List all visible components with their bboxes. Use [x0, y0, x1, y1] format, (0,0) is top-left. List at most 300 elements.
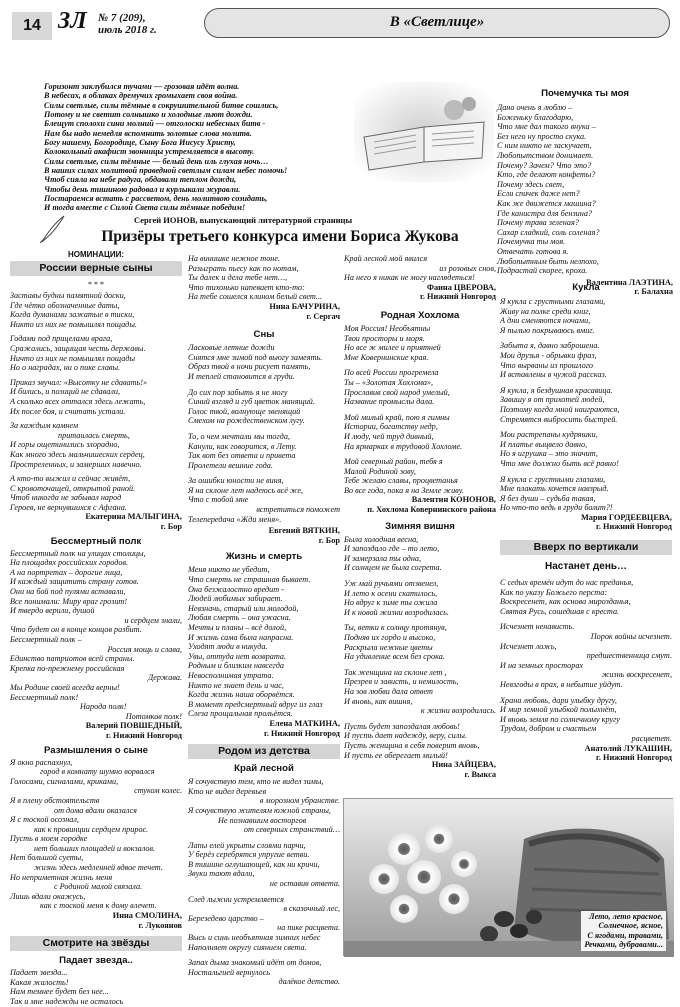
poem-line: Героев, не вернувшихся с Афгана. — [10, 502, 127, 512]
intro-block — [14, 62, 498, 250]
poem-line: На винишке нежное тоне. — [188, 254, 281, 263]
poem-line: И горы ощетинились злорадно, — [10, 440, 120, 450]
poem-author: Валентин КОНОНОВ, — [411, 495, 496, 505]
poem-line: Кто, где делают конфеты? — [497, 170, 596, 180]
section-title: В «Светлице» — [389, 14, 485, 30]
poem-line: Так женщина на склоне лет , — [344, 667, 447, 677]
poem-line: Как же движется машина? — [497, 198, 596, 208]
caption-line: Солнечное, ясное, — [598, 921, 663, 931]
poem-line: Почемучка ты моя. — [497, 237, 566, 247]
poem-line: Подняв их гордо и высоко, — [344, 633, 436, 642]
poem-line: И замерзала ты одна, — [344, 553, 422, 563]
poem-line: Без него ну просто скука. — [497, 131, 587, 141]
poem-line: Храни любовь, дари улыбку другу, — [500, 695, 617, 705]
poem-line: А на портретах – дорогие лица, — [10, 567, 123, 577]
poem-line: Не познавшим восторгов — [218, 815, 307, 825]
poem-line: Мне плакать хочется навзрыд. — [500, 484, 609, 494]
poem-city: г. Бор — [318, 535, 340, 545]
issue-number: № 7 (209), — [98, 12, 146, 24]
poem-line: И платье выцвело давно, — [500, 439, 588, 449]
poem-line: Уходят люди в никуда. — [188, 642, 268, 652]
poem-line: Что мне дал такого внука – — [497, 122, 596, 132]
intro-line: Горизонт заклубился тучами — грозовая идёт волна. — [44, 82, 240, 91]
poem-line: Какая жалость! — [10, 977, 69, 987]
poem-line: Малой Родиной зову, — [344, 466, 416, 476]
poem-body — [10, 549, 182, 722]
poem-line: Была холодная весна, — [344, 534, 419, 544]
poem-line: Я кукла, я бездушная красавица. — [500, 385, 613, 395]
poem-line: Презрев и зависть, и немилость, — [344, 677, 459, 687]
poem-line: Но неприметная жизнь меня — [10, 872, 113, 882]
poem-city: п. Хохлома Ковернинского района — [367, 505, 496, 515]
poem-line: Когда жизнь наша оборвётся. — [188, 690, 295, 700]
category-bar: Вверх по вертикали — [500, 540, 672, 555]
poem-line: Так вот без ответа и привета — [188, 451, 296, 461]
poem-city: г. Сергач — [306, 311, 340, 321]
poem-line: Ты далек и дела тебе нет…, — [188, 273, 288, 283]
poem-line: Родным и близким навсегда — [188, 661, 285, 671]
poem-line: След лыжни устремляется — [188, 894, 284, 904]
poem-line: Я в плену обстоятельств — [10, 795, 100, 805]
open-book-image — [354, 82, 494, 182]
poem-line: Мои друзья - обрывки фраз, — [500, 350, 597, 360]
poem-line: Держава. — [148, 673, 182, 683]
poem-line: На площадях российских городов. — [10, 558, 129, 568]
poem-line: город в комнату шумно ворвался — [40, 767, 155, 777]
poem-title: Родная Хохлома — [380, 309, 460, 321]
intro-line: Нам бы надо немедля вспомнить золотые слова молитв. — [44, 128, 252, 138]
poem-line: Пусть будет запоздалая любовь! — [344, 721, 460, 731]
poem-line: А сколько всех оттался здесь лежать, — [10, 396, 146, 406]
poem-line: Голос твой, волнующе звенящий — [188, 406, 301, 416]
poem-line: Увы, оттуда нет возврата. — [188, 651, 286, 661]
poem-line: До сих пор забыть я не могу — [188, 387, 288, 397]
poem-line: в сказочный лес, — [283, 904, 340, 914]
poem-line: С кровоточащей, открытой раной. — [10, 483, 136, 493]
poem-line: Нет большой суеты, — [10, 853, 84, 863]
intro-line: Силы светлые, силы тёмные в сокрушительной битве сошлись, — [44, 100, 279, 110]
category-bar: Родом из детства — [188, 744, 340, 759]
poem-line: Пусть женщина в себя поверит вновь, — [344, 740, 480, 750]
poem-line: Истории, богатству недр, — [344, 422, 438, 432]
poem-line: Что вырваны из прошлого — [500, 360, 593, 370]
category-bar: Смотрите на звёзды — [10, 936, 182, 951]
poem-title: Зимняя вишня — [385, 520, 455, 532]
poem-body — [188, 343, 340, 524]
poem-line: Твои просторы и моря. — [344, 333, 425, 343]
poem-city: г. Нижний Новгород — [596, 522, 672, 532]
poem-line: Как по указу Божьего перста: — [500, 587, 608, 597]
poem-line: Я сочувствую жителям южной страны, — [188, 805, 331, 815]
poem-line: На удивление всем без срока. — [344, 652, 445, 662]
poem-line: Смехом на рождественском лугу. — [188, 416, 305, 426]
poem-line: Дано очень я люблю – — [497, 103, 573, 112]
poem-author: Екатерина МАЛЫГИНА, — [85, 512, 182, 522]
poem-line: Прославив свой народ умелый, — [344, 387, 450, 397]
poem-line: И вставлены в чужой рассказ. — [500, 370, 607, 380]
poem-line: Потомков полк! — [125, 711, 182, 721]
poem-line: Святая Русь, сошедшая с креста. — [500, 606, 620, 616]
poem-line: Телепередача «Жди меня». — [188, 514, 282, 524]
newspaper-logo: ЗЛ — [58, 8, 87, 34]
poem-title: Край лесной — [234, 763, 294, 775]
intro-line: Богу нашему, Богородице, Сыну Бога Иисусу Христу, — [44, 138, 236, 148]
intro-line: В наших силах молитвой праведной светлым силам небес помочь! — [44, 166, 288, 176]
poem-line: Воскресенет, как основа мирозданья, — [500, 597, 631, 607]
poem-line: Бессмертный полк на улицах столицы, — [10, 548, 146, 558]
poem-line: Я без души – судьба такая, — [500, 493, 596, 503]
poem-line: Никто из них не помышлял пощады. — [10, 319, 137, 329]
intro-line: Чтобы день тишиною радовал и курлыкали журавли. — [44, 184, 241, 194]
poem-line: Пусть в моем городке — [10, 834, 88, 844]
intro-line: Чтоб сияла на небе радуга, обдавали теплом дожди, — [44, 175, 237, 185]
poem-line: Мне Ковернинские края. — [344, 352, 429, 362]
poem-line: Но я игрушка – это значит, — [500, 449, 598, 459]
poem-city: г. Лукоянов — [138, 920, 182, 930]
poem-line: Что тихонько напевает кто-то: — [188, 282, 305, 292]
poem-line: И люду, чей труд дивный, — [344, 431, 434, 441]
poem-line: И вновь, как вишня, — [344, 696, 413, 706]
poem-line: Где чётко обозначенные даты, — [10, 300, 120, 310]
poem-line: Любопытством донимает. — [497, 150, 594, 160]
poem-line: И вновь земля по солнечному кругу — [500, 714, 620, 724]
poem-line: И мир земной улыбкой полыхнёт, — [500, 705, 617, 715]
poem-line: Что смерть не страшная бывает. — [188, 575, 311, 585]
poem-line: Уж май ручьями отзвенел, — [344, 579, 439, 589]
poem-line: Почему трава зеленая? — [497, 218, 579, 228]
poem-line: Отвечать готова я. — [497, 246, 569, 256]
poem-line: Мы Родине своей всегда верны! — [10, 682, 120, 692]
intro-line: И тогда вместе с Силой Света силы тёмные победим! — [44, 203, 246, 213]
poem-line: Невосполнимая утрата. — [188, 670, 274, 680]
poem-line: расцветет. — [631, 733, 672, 743]
poem-city: г. Нижний Новгород — [106, 730, 182, 740]
poem-city: г. Выкса — [464, 769, 496, 779]
poem-line: предшественница смут. — [586, 651, 672, 661]
poem-line: И на земных просторах — [500, 660, 584, 670]
poem-line: Мои растрепаны кудряшки, — [500, 430, 598, 440]
poem-line: На тебе сошелся клином белый свет... — [188, 292, 323, 302]
poem-author: Евгений ВЯТКИН, — [268, 526, 340, 536]
poem-line: Слеза прощальная прольётся. — [188, 709, 293, 719]
poem-line: Сражались, защищая честь державы. — [10, 343, 146, 353]
poem-line: от дома вдали оказался — [54, 805, 137, 815]
poem-author: Фаина ЦВЕРОВА, — [426, 282, 496, 292]
poem-body — [344, 535, 496, 760]
poem-line: Людей любимых забирает. — [188, 594, 283, 604]
poem-author: Анатолий ЛУКАШИН, — [584, 743, 672, 753]
poem-line: и сердцем знали, — [124, 615, 182, 625]
poem-line: И к новой жизни возродилась. — [344, 607, 449, 617]
poem-line: Во все года, пока я на Земле живу. — [344, 485, 464, 495]
poem-line: Крепка по-прежнему российская — [10, 663, 125, 673]
poem-line: Невзначь, старый или молодой, — [188, 603, 299, 613]
poem-line: Но что-то ведь в груди болит?! — [500, 503, 613, 513]
poem-line: На ярмарках в трудовой Хохломе. — [344, 441, 463, 451]
poem-line: Образ твой в ночи рисует память, — [188, 362, 311, 372]
poem-line: встретиться поможет — [256, 505, 340, 515]
caption-line: С ягодами, травами, — [587, 930, 663, 940]
intro-line: Колокольный акафист звонницы устремляется в высоту. — [44, 147, 255, 157]
poem-line: Падает звезда... — [10, 968, 68, 978]
poem-line: И теплей становится в груди. — [188, 371, 295, 381]
poem-city: г. Нижний Новгород — [420, 292, 496, 302]
poem-line: Но вдруг к зиме ты ожила — [344, 598, 438, 608]
poem-line: А кто-то выжил и сейчас живёт, — [10, 474, 131, 484]
poem-line: Снятся мне зимой под вьюгу замеять. — [188, 352, 323, 362]
poem-line: Простреленных, и замерших навечно. — [10, 459, 142, 469]
poem-line: как к провинции сердцем прирос. — [34, 824, 149, 834]
poem-line: притаилась смерть, — [58, 430, 130, 440]
poem-line: Ты, ветки к солнцу протянув, — [344, 623, 447, 633]
poem-line: Я кукла с грустными глазами, — [500, 297, 606, 306]
poem-city: г. Бор — [160, 522, 182, 532]
poem-line: Что мне должно быть всё равно! — [500, 458, 619, 468]
poem-line: И солнцем не была согрета. — [344, 563, 442, 573]
poem-line: На зов любви дала ответ — [344, 686, 433, 696]
poem-line: Исчезнет ненависть. — [500, 622, 575, 632]
poem-line: Бессмертный полк! — [10, 692, 79, 702]
poem-line: в морозном убранстве. — [259, 796, 340, 806]
main-title: Призёры третьего конкурса имени Бориса Жукова — [101, 228, 459, 245]
issue-date: июль 2018 г. — [98, 24, 157, 36]
page-number: 14 — [12, 12, 52, 40]
poem-line: И пусть дает надежду, веру, силы. — [344, 731, 467, 741]
poem-line: Мечты и планы – всё долой, — [188, 623, 287, 632]
poem-line: За ошибки юности не виня, — [188, 476, 284, 486]
poem-line: И каждый защитить страну готов. — [10, 577, 139, 587]
category-bar: России верные сыны — [10, 261, 182, 276]
poem-body — [10, 968, 182, 1006]
poem-author: Мария ГОРДЕЕВЦЕВА, — [580, 512, 672, 522]
poem-line: Боженьку благодарю, — [497, 112, 574, 122]
poem-line: С ним никто не заскучает, — [497, 141, 592, 151]
poem-line: И пусть ее оберегает милый! — [344, 750, 448, 760]
poem-line: На него я никак не могу наглядеться! — [344, 273, 475, 283]
poem-line: И бились, и позиций не сдавали, — [10, 387, 121, 397]
poem-line: Ты – «Золотая Хохлома», — [344, 377, 434, 387]
intro-line: Постараемся встать с рассветом, день молитвою созидать, — [44, 194, 268, 204]
poem-line: Голосами, сигналами, криками, — [10, 776, 119, 786]
poem-line: Край лесной мой явился — [344, 254, 428, 263]
poem-line: Забыта я, давно заброшена. — [500, 341, 600, 351]
poem-line: Запах дыма знакомый идёт от домов, — [188, 958, 322, 968]
poem-line: Что будет он в конце концов разбит. — [10, 625, 142, 635]
poem-body — [10, 758, 182, 912]
poem-title: Кукла — [572, 282, 600, 293]
column-1 — [10, 248, 182, 1007]
poem-title: Сны — [253, 329, 275, 341]
poem-line: Где канистра для бензина? — [497, 208, 593, 218]
poem-title: Жизнь и смерть — [225, 551, 303, 563]
poem-line: Ностальгией вернулось — [188, 967, 270, 977]
poem-line: Так и мне надежды не осталось — [10, 997, 124, 1006]
poem-line: Единство патриотов всей страны. — [10, 654, 135, 664]
poem-line: Но о наградах, ни о пике славы. — [10, 363, 121, 373]
stars-separator: * * * — [88, 280, 104, 289]
poem-author: Елена МАТКИНА, — [269, 718, 340, 728]
poem-line: Любопытным быть нелпохо, — [497, 256, 599, 266]
poem-line: Она безжалостно вредит - — [188, 584, 284, 594]
column-4 — [500, 282, 672, 763]
poem-city: г. Балахна — [634, 287, 673, 297]
poem-line: Наполняет округу сиянием света. — [188, 942, 307, 952]
poem-line: с Родиной малой связала. — [54, 882, 143, 892]
intro-line: В небесах, в облаках дремучих громыхает своя война. — [44, 91, 238, 101]
poem-line: Лапы елей укрыты слоями парчи, — [188, 840, 306, 850]
poem-line: Чтоб никогда не забывал народ — [10, 493, 122, 503]
poem-line: Как много здесь мальчишеских сердец, — [10, 449, 145, 459]
poem-title: Почемучка ты моя — [541, 88, 629, 99]
poem-line: Синий взгляд и губ цветок манящий. — [188, 397, 315, 407]
poem-author: Нина БАЧУРИНА, — [269, 301, 340, 311]
poem-line: Завишу я от прихотей людей, — [500, 395, 605, 405]
poem-line: Все понимали: Миру враг грозит! — [10, 596, 128, 606]
poem-line: жизнь здесь медленней вдвое течет. — [34, 863, 163, 873]
poem-line: Почему? Зачем? Что это? — [497, 160, 592, 170]
poem-line: Подрастай скорее, кроха. — [497, 266, 588, 276]
poem-body — [10, 291, 182, 512]
poem-line: от северных странствий… — [243, 825, 340, 835]
poem-body — [188, 777, 340, 987]
poem-line: Если спичек даже нет? — [497, 189, 580, 199]
poem-line: Я на склоне лет надеюсь всё же, — [188, 485, 304, 495]
poem-line: Их после боя, и считать устали. — [10, 406, 126, 416]
poem-line: Никто не знает день и час, — [188, 680, 284, 690]
poem-line: Кто не видел деревьев — [188, 786, 267, 796]
section-banner — [204, 8, 670, 38]
poem-line: Народа полк! — [80, 702, 127, 712]
poem-line: Невзгоды в прах, в небытие уйдут. — [500, 680, 623, 689]
poem-line: Высь и синь необъятная зимних небес — [188, 933, 321, 943]
intro-line: Потому и не светит солнышко и холодные льют дожди. — [44, 110, 253, 120]
poem-line: Лишь вдали окажусь, — [10, 891, 86, 901]
poem-body — [497, 103, 673, 276]
poem-line: Порок войны исчезнет. — [590, 632, 672, 642]
poem-body — [344, 254, 496, 283]
poem-line: Они на бой под пулями вставали, — [10, 587, 126, 597]
poem-line: как с тоской меня к дому влечет. — [40, 901, 157, 911]
poem-line: С седых времён идут до нас преданья, — [500, 578, 634, 588]
poem-line: По всей России прогремела — [344, 368, 439, 378]
poem-line: Сахар сладкий, соль соленая? — [497, 227, 600, 237]
poem-line: А дни сменяются ночами, — [500, 316, 591, 326]
poem-line: Россия мощь и слава, — [107, 644, 182, 654]
poem-line: Пролетели вешние года. — [188, 460, 273, 470]
caption-line: Речками, дубравами... — [584, 940, 663, 950]
poem-line: стуком колес. — [134, 786, 182, 796]
poem-line: Я кукла с грустными глазами, — [500, 474, 606, 484]
poem-line: Мой северный район, тебя я — [344, 457, 443, 467]
poem-line: Что с тобой мне — [188, 495, 249, 505]
kitten-poem-block — [497, 88, 673, 297]
poem-body — [344, 324, 496, 496]
poem-line: В момент предсмертный вдруг из глаз — [188, 699, 323, 709]
poem-line: Я сочувствую тем, кто не видел зимы, — [188, 777, 324, 787]
poem-line: нет больших площадей и вокзалов. — [34, 843, 156, 853]
poem-line: Когда думанами зажатые в тиски, — [10, 310, 135, 320]
poem-line: Я с тоской осознал, — [10, 815, 79, 825]
poem-body — [500, 578, 672, 744]
summer-photo — [343, 798, 673, 956]
poem-line: Звуки тают вдали, — [188, 869, 255, 879]
caption-line: Лето, лето красное, — [588, 911, 663, 921]
nominations-label: НОМИНАЦИИ: — [68, 250, 124, 259]
poem-line: из розовых снов, — [439, 263, 496, 273]
intro-line: Силы светлые, силы тёмные — белый день иль глухая ночь… — [44, 156, 269, 166]
poem-line: И твердо верили, душой — [10, 606, 95, 616]
photo-caption — [581, 911, 666, 951]
poem-line: Моя Россия! Необъятны — [344, 323, 431, 333]
poem-title: Размышления о сыне — [44, 744, 148, 756]
poem-line: И жизнь сама была напрасна. — [188, 632, 294, 642]
poem-line: И запоздало где – то лето, — [344, 544, 440, 554]
poem-line: Разыграть пьесу как по нотам, — [188, 263, 299, 273]
poem-line: Тебе желаю славы, процветанья — [344, 476, 458, 486]
poem-line: на пике расцвета. — [277, 923, 340, 933]
poem-line: Название промыслы дала. — [344, 397, 435, 407]
poem-line: Ласковые летние дожди — [188, 343, 275, 353]
poem-author: Нина ЗАЙЦЕВА, — [431, 760, 496, 770]
poem-line: к жизни возродилась. — [420, 706, 496, 716]
poem-line: Приказ звучал: «Высотку не сдавать!» — [10, 377, 148, 387]
poem-line: Почему здесь свет, — [497, 179, 565, 189]
poem-line: Стремятся выбросить быстрей. — [500, 414, 618, 424]
poem-line: Ничто из них не помышлял пощады — [10, 353, 136, 363]
poem-title: Настанет день… — [544, 561, 628, 573]
poem-body — [188, 565, 340, 719]
intro-line: Блещут сполохи сини молний — отголоски небесных битв - — [44, 119, 266, 129]
poem-title: Бессмертный полк — [50, 535, 142, 547]
poem-author: Валентина ЛАЭТИНА, — [586, 277, 673, 287]
poem-line: Заставы будны памятной доски, — [10, 291, 126, 300]
poem-line: Мой милый край, пою я гимны — [344, 412, 450, 422]
column-2 — [188, 254, 340, 987]
poem-line: не оставив ответа. — [269, 879, 340, 889]
poem-author: Валерий ПОВШЕДНЫЙ, — [85, 721, 182, 731]
page-header — [8, 6, 672, 46]
poem-line: Раскрыла нежные цветы — [344, 642, 433, 652]
poem-line: Нам темнее будет без нее... — [10, 987, 109, 997]
poem-line: Но все ж милее и приятней — [344, 343, 441, 353]
poem-line: У берёз серебрятся упругие ветви. — [188, 850, 310, 860]
poem-line: В тишине оглушающей, как ни кричи, — [188, 859, 320, 869]
poem-line: И лето к осени скатилось, — [344, 588, 438, 598]
poem-author: Инна СМОЛИНА, — [112, 911, 182, 921]
poem-line: Березедево царство – — [188, 913, 264, 923]
poem-line: За каждым камнем — [10, 421, 79, 431]
poem-line: Бессмертный полк – — [10, 635, 82, 644]
poem-body — [500, 297, 672, 513]
poem-line: Живу на полке среди книг, — [500, 306, 591, 316]
poem-body — [188, 254, 340, 302]
intro-poem — [44, 82, 374, 213]
column-3 — [344, 254, 496, 779]
poem-line: Трудом, добром и счастьем — [500, 724, 597, 734]
intro-author: Сергей ИОНОВ, выпускающий литературной страницы — [134, 215, 353, 225]
poem-city: г. Нижний Новгород — [264, 728, 340, 738]
poem-line: Меня никто не убедит, — [188, 565, 270, 575]
poem-line: далёкое детство. — [278, 977, 340, 987]
poem-line: Исчезнет ложь, — [500, 641, 557, 651]
poem-line: То, о чем мечтали мы тогда, — [188, 431, 290, 441]
poem-line: жизнь воскресенет, — [601, 670, 672, 680]
poem-line: Любая смерть – она ужасна. — [188, 613, 291, 623]
poem-line: Я пылью покрываюсь вмиг. — [500, 325, 595, 335]
poem-title: Падает звезда.. — [59, 955, 133, 967]
poem-line: Я окно распахнул, — [10, 757, 73, 767]
poem-city: г. Нижний Новгород — [596, 753, 672, 763]
